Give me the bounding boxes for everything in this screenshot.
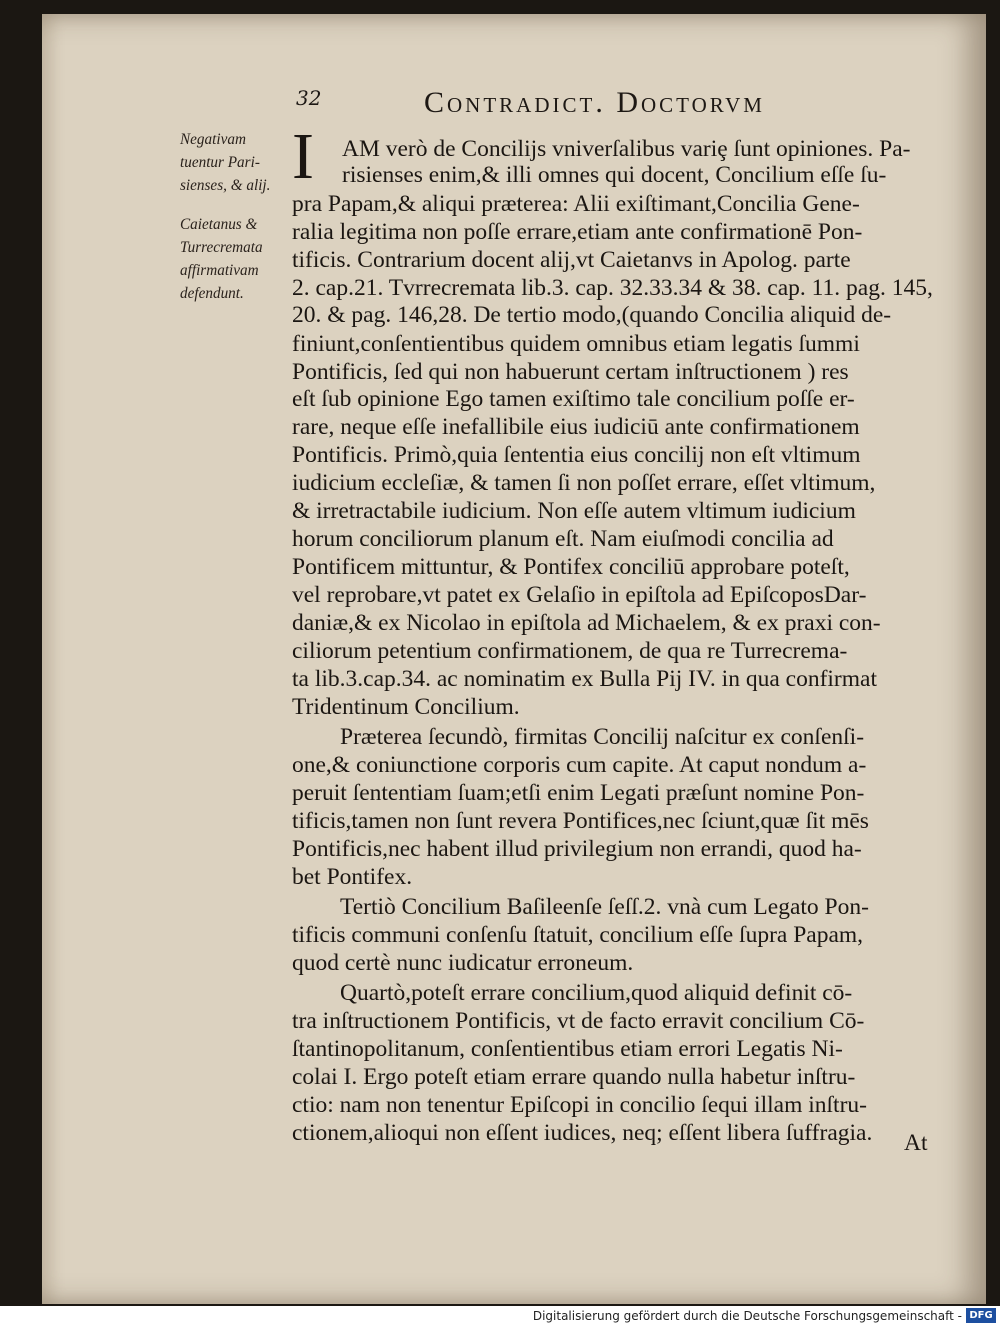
text-line: pra Papam,& aliqui præterea: Alii exiſtimant,Concilia Gene- [292,191,860,217]
marginal-note [180,128,290,197]
text-line: 20. & pag. 146,28. De tertio modo,(quando Concilia aliquid de- [292,302,892,328]
text-line: tificis communi conſenſu ſtatuit, concilium eſſe ſupra Papam, [292,922,864,948]
text-line: ctionem,alioqui non eſſent iudices, neq; eſſent libera ſuffragia. [292,1120,873,1146]
marginal-note-line: Turrecremata [180,239,263,256]
running-title: Contradict. Doctorvm [424,86,765,119]
text-line: Pontificem mittuntur, & Pontifex conciliū approbare poteſt, [292,554,850,580]
text-line: peruit ſententiam ſuam;etſi enim Legati præſunt nomine Pon- [292,780,865,806]
text-line: & irretractabile iudicium. Non eſſe autem vltimum iudicium [292,498,856,524]
text-line: horum conciliorum planum eſt. Nam eiuſmodi concilia ad [292,526,834,552]
text-line: bet Pontifex. [292,864,413,890]
text-line: colai I. Ergo poteſt etiam errare quando nulla habetur inſtru- [292,1064,856,1090]
text-line: quod certè nunc iudicatur erroneum. [292,950,634,976]
marginal-note-line: sienses, & alij. [180,177,271,194]
marginal-note-line: tuentur Pari- [180,154,260,171]
marginal-note-line: affirmativam [180,262,259,279]
marginal-note [180,213,290,305]
text-line: ciliorum petentium confirmationem, de qua re Turrecrema- [292,638,848,664]
text-line: Tertiò Concilium Baſileenſe ſeſſ.2. vnà cum Legato Pon- [340,894,869,920]
text-line: Pontificis. Primò,quia ſententia eius concilij non eſt vltimum [292,442,861,468]
text-line: tificis. Contrarium docent alij,vt Caietanvs in Apolog. parte [292,247,851,273]
text-line: Præterea ſecundò, firmitas Concilij naſcitur ex conſenſi- [340,724,865,750]
text-line: Quartò,poteſt errare concilium,quod aliquid definit cō- [340,980,853,1006]
text-line: ta lib.3.cap.34. ac nominatim ex Bulla Pij IV. in qua confirmat [292,666,877,692]
text-line: tificis,tamen non ſunt revera Pontifices,nec ſciunt,quæ ſit mēs [292,808,869,834]
text-line: daniæ,& ex Nicolao in epiſtola ad Michaelem, & ex praxi con- [292,610,881,636]
catchword: At [904,1130,928,1156]
text-line: risienses enim,& illi omnes qui docent, Concilium eſſe ſu- [342,162,887,188]
drop-cap: I [292,120,314,193]
text-line: 2. cap.21. Tvrrecremata lib.3. cap. 32.33.34 & 38. cap. 11. pag. 145, [292,275,933,301]
page-number: 32 [296,86,322,110]
text-line: finiunt,conſentientibus quidem omnibus etiam legatis ſummi [292,331,860,357]
footer-bar [0,1306,1000,1326]
marginal-note-line: Caietanus & [180,216,258,233]
text-line: Tridentinum Concilium. [292,694,520,720]
text-line: ralia legitima non poſſe errare,etiam ante confirmationē Pon- [292,219,863,245]
text-line: ſtantinopolitanum, conſentientibus etiam errori Legatis Ni- [292,1036,843,1062]
text-line: eſt ſub opinione Ego tamen exiſtimo tale concilium poſſe er- [292,386,855,412]
text-line: ctio: nam non tenentur Epiſcopi in concilio ſequi illam inſtru- [292,1092,867,1118]
running-head [296,86,856,122]
funding-credit: Digitalisierung gefördert durch die Deutsche Forschungsgemeinschaft - [532,1309,962,1323]
text-line: iudicium eccleſiæ, & tamen ſi non poſſet errare, eſſet vltimum, [292,470,876,496]
text-line: Pontificis,nec habent illud privilegium non errandi, quod ha- [292,836,862,862]
text-line: Pontificis, ſed qui non habuerunt certam inſtructionem ) res [292,359,849,385]
marginal-notes [180,128,290,305]
text-line: rare, neque eſſe inefallibile eius iudiciū ante confirmationem [292,414,860,440]
dfg-logo: DFG [966,1308,996,1323]
marginal-note-line: Negativam [180,131,246,148]
text-line: AM verò de Concilijs vniverſalibus variȩ ſunt opiniones. Pa- [342,136,911,162]
text-line: tra inſtructionem Pontificis, vt de facto erravit concilium Cō- [292,1008,865,1034]
marginal-note-line: defendunt. [180,285,244,302]
text-line: vel reprobare,vt patet ex Gelaſio in epiſtola ad EpiſcoposDar- [292,582,867,608]
text-line: one,& coniunctione corporis cum capite. At caput nondum a- [292,752,867,778]
